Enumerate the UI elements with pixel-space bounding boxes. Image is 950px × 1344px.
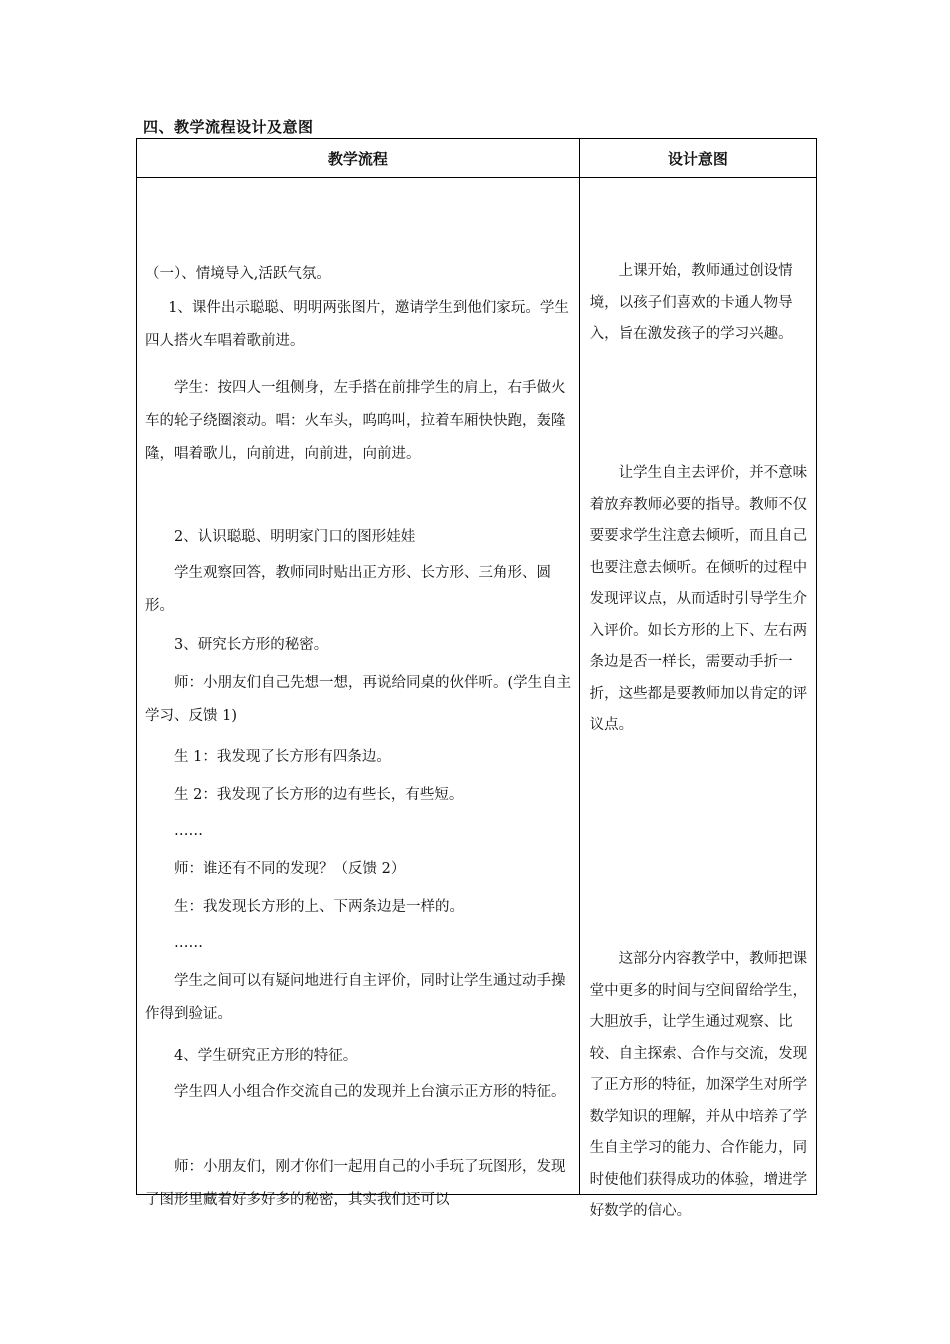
flow-paragraph: 学生：按四人一组侧身，左手搭在前排学生的肩上，右手做火车的轮子绕圈滚动。唱：火车头，呜呜叫，拉着车厢快快跑，轰隆隆，唱着歌儿，向前进，向前进，向前进。: [145, 380, 566, 462]
flow-paragraph: 3、研究长方形的秘密。: [174, 637, 329, 653]
teaching-flow-table: [136, 138, 817, 1219]
flow-paragraph: ……: [174, 935, 203, 951]
flow-paragraph: 4、学生研究正方形的特征。: [174, 1048, 358, 1064]
flow-paragraph: 1、课件出示聪聪、明明两张图片，邀请学生到他们家玩。学生四人搭火车唱着歌前进。: [145, 300, 569, 349]
table-body-row: [137, 178, 817, 1195]
flow-paragraph: 学生之间可以有疑问地进行自主评价，同时让学生通过动手操作得到验证。: [145, 973, 566, 1022]
teaching-flow-cell: [137, 178, 580, 1208]
flow-paragraph: 2、认识聪聪、明明家门口的图形娃娃: [174, 529, 416, 545]
flow-paragraph: 师：谁还有不同的发现？（反馈 2）: [174, 861, 406, 877]
flow-paragraph: （一）、情境导入,活跃气氛。: [145, 266, 331, 282]
flow-paragraph: 生：我发现长方形的上、下两条边是一样的。: [174, 899, 464, 915]
flow-paragraph: 学生观察回答，教师同时贴出正方形、长方形、三角形、圆形。: [145, 565, 551, 614]
flow-paragraph: 生 2：我发现了长方形的边有些长，有些短。: [174, 787, 464, 803]
flow-paragraph: 学生四人小组合作交流自己的发现并上台演示正方形的特征。: [174, 1084, 566, 1100]
section-title: 四、教学流程设计及意图: [143, 118, 314, 136]
header-teaching-flow: 教学流程: [137, 139, 580, 178]
table-header-row: [137, 139, 817, 178]
flow-paragraph: ……: [174, 823, 203, 839]
flow-paragraph: 生 1：我发现了长方形有四条边。: [174, 749, 391, 765]
header-design-intent: 设计意图: [579, 139, 816, 178]
design-intent-cell: [579, 178, 816, 1219]
flow-paragraph: 师：小朋友们自己先想一想，再说给同桌的伙伴听。(学生自主学习、反馈 1): [145, 675, 572, 724]
intent-paragraph: 让学生自主去评价，并不意味着放弃教师必要的指导。教师不仅要要求学生注意去倾听，而且自己也要注意去倾听。在倾听的过程中发现评议点，从而适时引导学生介入评价。如长方形的上下、左右两条边是否一样长，需要动手折一折，这些都是要教师加以肯定的评议点。: [589, 465, 808, 733]
intent-paragraph: 上课开始，教师通过创设情境，以孩子们喜欢的卡通人物导入，旨在激发孩子的学习兴趣。: [589, 263, 793, 342]
flow-paragraph: 师：小朋友们，刚才你们一起用自己的小手玩了玩图形，发现了图形里藏着好多好多的秘密，其实我们还可以: [145, 1159, 566, 1208]
intent-paragraph: 这部分内容教学中，教师把课堂中更多的时间与空间留给学生，大胆放手，让学生通过观察、比较、自主探索、合作与交流，发现了正方形的特征，加深学生对所学数学知识的理解，并从中培养了学生自主学习的能力、合作能力，同时使他们获得成功的体验，增进学好数学的信心。: [589, 951, 808, 1219]
